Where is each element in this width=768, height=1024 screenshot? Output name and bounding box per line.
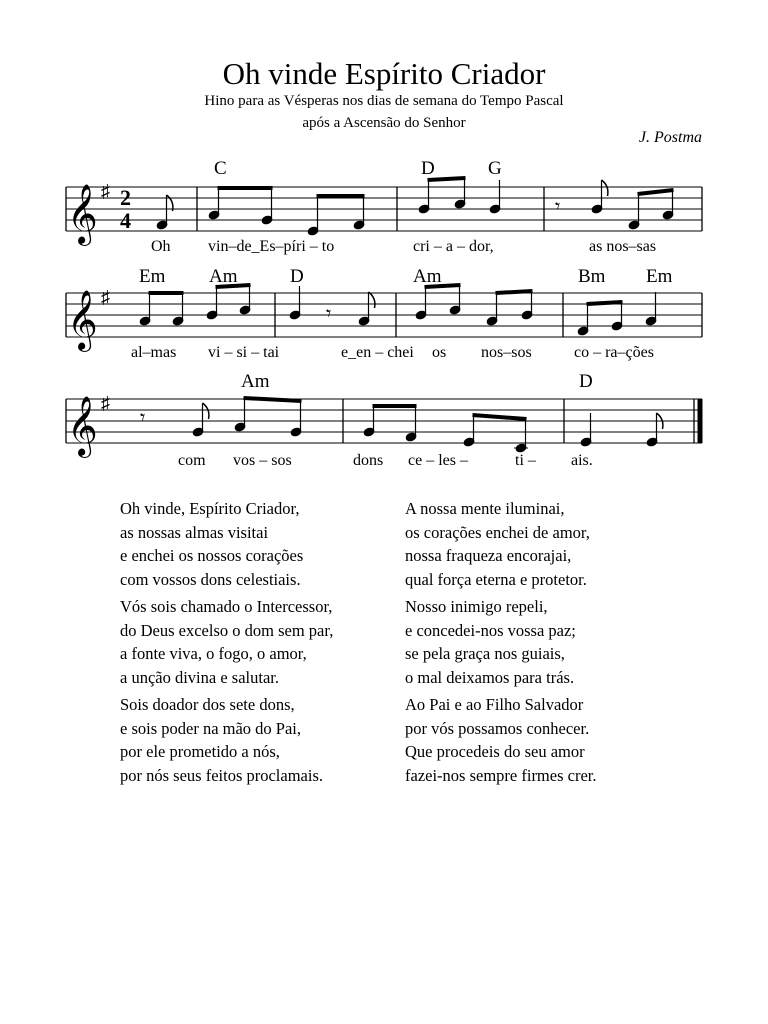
chord-symbol: Em [646,266,673,287]
verse-line: e enchei os nossos corações [120,546,304,565]
time-signature-top: 2 [120,185,131,210]
sharp-icon: ♯ [101,393,110,413]
lyric-syllable: vos – sos [233,452,292,469]
lyric-syllable: as nos–sas [589,238,657,255]
stanza [405,693,695,787]
chord-symbol: Bm [578,266,606,287]
lyric-syllable: ti – [515,452,536,469]
stanza [120,693,410,787]
svg-text:𝄾: 𝄾 [555,196,561,218]
staff-system-2 [66,266,702,361]
chord-symbol: D [290,266,304,287]
verse-line: do Deus excelso o dom sem par, [120,620,334,640]
lyric-syllable: vi – si – tai [208,344,280,361]
time-signature-bottom: 4 [120,208,131,233]
stanza [405,595,695,689]
stanza [405,497,695,591]
subtitle-line-2: após a Ascensão do Senhor [302,115,466,131]
subtitle-line-1: Hino para as Vésperas nos dias de semana do Tempo Pascal [204,93,564,109]
lyric-syllable: Oh [151,238,171,255]
verse-line: Sois doador dos sete dons, [120,695,295,714]
lyric-syllable: os [432,344,447,361]
verse-line: nossa fraqueza encorajai, [405,546,572,565]
lyric-syllable: dons [353,452,384,469]
sharp-icon: ♯ [101,181,110,201]
verse-line: as nossas almas visitai [120,522,269,542]
treble-clef-icon: 𝄞 [67,290,98,350]
sharp-icon: ♯ [101,287,110,307]
lyric-syllable: e_en – chei [341,344,414,361]
chord-symbol: Am [209,266,238,287]
verse-line: os corações enchei de amor, [405,522,590,542]
svg-text:𝄾: 𝄾 [140,407,146,429]
verse-line: a fonte viva, o fogo, o amor, [120,644,307,663]
stanza [120,497,410,591]
verse-line: a unção divina e salutar. [120,667,279,687]
verses-right-column [405,497,695,791]
notes-system-3 [140,398,663,453]
verse-line: por nós seus feitos proclamais. [120,765,324,785]
music-score [0,0,768,480]
verse-line: e concedei-nos vossa paz; [405,620,576,640]
staff-system-1 [66,158,702,255]
verse-line: qual força eterna e protetor. [405,569,587,589]
lyric-syllable: com [178,452,206,469]
treble-clef-icon: 𝄞 [67,184,98,244]
verse-line: e sois poder na mão do Pai, [120,718,302,738]
verse-line: por vós possamos conhecer. [405,718,590,738]
verse-line: Nosso inimigo repeli, [405,597,548,616]
chord-symbol: G [488,158,502,179]
treble-clef-icon: 𝄞 [67,396,98,456]
svg-text:𝄾: 𝄾 [326,303,332,325]
chord-symbol: C [214,158,227,179]
lyric-syllable: cri – a – dor, [413,238,494,255]
verse-line: com vossos dons celestiais. [120,569,301,589]
chord-symbol: Em [139,266,166,287]
chord-symbol: Am [241,371,270,392]
stanza [120,595,410,689]
verse-line: Oh vinde, Espírito Criador, [120,499,300,518]
lyric-syllable: nos–sos [481,344,532,361]
lyric-syllable: ce – les – [408,452,468,469]
verse-line: fazei-nos sempre firmes crer. [405,765,597,785]
chord-symbol: Am [413,266,442,287]
chord-symbol: D [421,158,435,179]
lyric-syllable: vin–de_Es–píri – to [208,238,335,255]
verse-line: se pela graça nos guiais, [405,644,565,663]
lyric-syllable: ais. [571,452,593,469]
lyric-syllable: al–mas [131,344,177,361]
verse-line: o mal deixamos para trás. [405,667,575,687]
chord-symbol: D [579,371,593,392]
verse-line: Ao Pai e ao Filho Salvador [405,695,584,714]
verses-left-column [120,497,410,791]
song-title: Oh vinde Espírito Criador [222,56,546,91]
verse-line: por ele prometido a nós, [120,742,280,761]
verse-line: Que procedeis do seu amor [405,742,585,761]
staff-system-3 [66,371,702,469]
lyric-syllable: co – ra–ções [574,344,654,361]
composer-name: J. Postma [638,129,702,146]
verse-line: A nossa mente iluminai, [405,499,565,518]
verse-line: Vós sois chamado o Intercessor, [120,597,333,616]
